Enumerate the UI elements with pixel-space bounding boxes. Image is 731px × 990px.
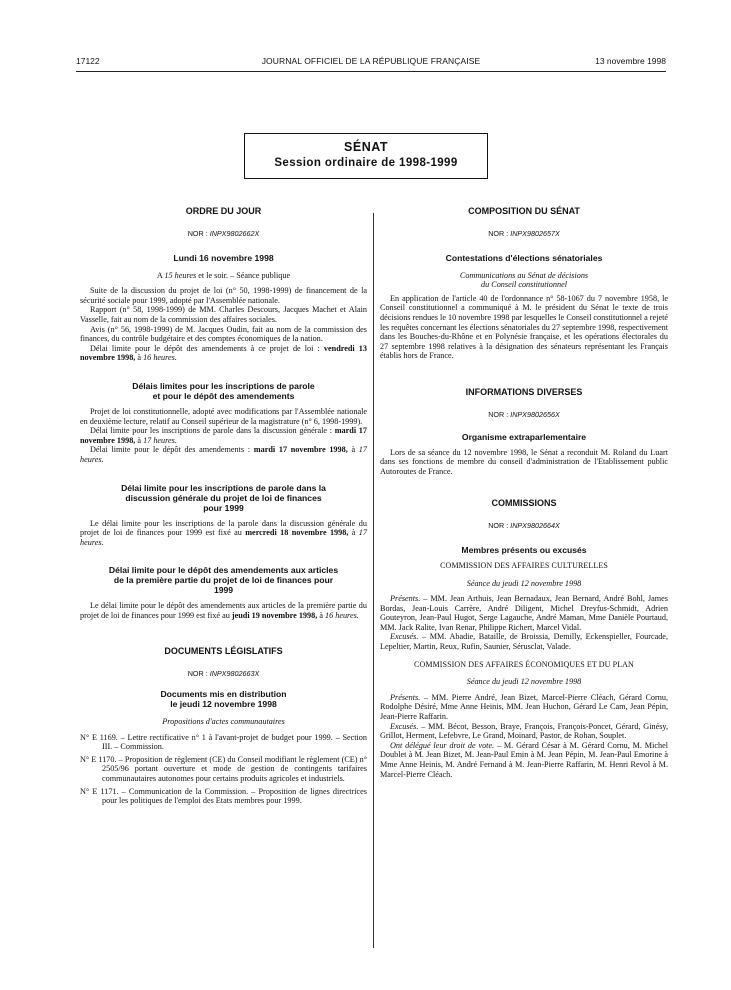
section-heading: Délai limite pour le dépôt des amendements aux articles de la première partie du projet de loi de finances pour 1999 bbox=[108, 565, 339, 596]
commissions-heading: COMMISSIONS bbox=[491, 498, 557, 509]
paragraph: Avis (n° 56, 1998-1999) de M. Jacques Oudin, fait au nom de la commission des finances, du contrôle budgétaire et des comptes économiques de la nation. bbox=[80, 324, 367, 344]
paragraph: Délai limite pour le dépôt des amendements à ce projet de loi : vendredi 13 novembre 1998, à 16 heures. bbox=[80, 343, 367, 363]
section-heading: Documents mis en distribution le jeudi 12 novembre 1998 bbox=[160, 689, 287, 710]
column-separator bbox=[373, 213, 374, 948]
page-header bbox=[76, 56, 666, 70]
list-item: N° E 1170. – Proposition de règlement (CE) du Conseil modifiant le règlement (CE) n° 2505/96 portant ouverture et mode de gestion de contingents tarifaires communautaires autonomes pour certains produits agricoles et industriels. bbox=[80, 754, 367, 784]
italic-heading: Propositions d'actes communautaires bbox=[162, 717, 285, 727]
paragraph: Le délai limite pour les inscriptions de la parole dans la discussion générale du projet de loi de finances pour 1999 est fixé au mercredi 18 novembre 1998, à 17 heures. bbox=[80, 518, 367, 547]
paragraph: Projet de loi constitutionnelle, adopté avec modifications par l'Assemblée nationale en deuxième lecture, relatif au Conseil supérieur de la magistrature (n° 6, 1998-1999). bbox=[80, 406, 367, 426]
paragraph: Le délai limite pour le dépôt des amendements aux articles de la première partie du projet de loi de finances pour 1999 est fixé au jeudi 19 novembre 1998, à 16 heures. bbox=[80, 601, 367, 620]
session-title: Session ordinaire de 1998-1999 bbox=[274, 157, 458, 169]
paragraph: Excusés. – MM. Abadie, Bataille, de Broissia, Demilly, Eckenspieller, Fourcade, Lepeltier, Martin, Reux, Rufin, Saunier, Sérusclat, Valade. bbox=[380, 632, 668, 652]
session-date: Séance du jeudi 12 novembre 1998 bbox=[466, 677, 582, 687]
list-item: N° E 1171. – Communication de la Commission. – Proposition de lignes directrices pour les politiques de l'emploi des Etats membres pour 1999. bbox=[80, 786, 367, 806]
header-rule bbox=[76, 71, 666, 72]
section-heading: Délai limite pour les inscriptions de parole dans la discussion générale du projet de loi de finances pour 1999 bbox=[121, 482, 326, 513]
nor-reference: NOR : INPX9802657X bbox=[488, 229, 560, 238]
paragraph: Délai limite pour les inscriptions de parole dans la discussion générale : mardi 17 novembre 1998, à 17 heures. bbox=[80, 426, 367, 445]
section-heading: Contestations d'élections sénatoriales bbox=[445, 252, 603, 263]
paragraph: Présents. – MM. Pierre André, Jean Bizet, Marcel-Pierre Cléach, Gérard Cornu, Rodolphe Désiré, Mme Anne Heinis, MM. Jean Huchon, Gérard Le Cam, Jean Pépin, Jean-Pierre Raffarin. bbox=[380, 692, 668, 722]
commission-name: COMMISSION DES AFFAIRES CULTURELLES bbox=[440, 560, 608, 570]
paragraph: Suite de la discussion du projet de loi (n° 50, 1998-1999) de financement de la sécurité sociale pour 1999, adopté par l'Assemblée nationale. bbox=[80, 286, 367, 305]
session-time: A 15 heures et le soir. – Séance publique bbox=[156, 270, 291, 280]
paragraph: Excusés. – MM. Bécot, Besson, Braye, François, François-Poncet, Gérard, Ginésy, Grillot, Herment, Lefebvre, Le Grand, Moinard, Pastor, de Rohan, Souplet. bbox=[380, 721, 668, 741]
page-number: 17122 bbox=[76, 56, 100, 66]
nor-reference: NOR : INPX9802664X bbox=[488, 521, 560, 531]
informations-heading: INFORMATIONS DIVERSES bbox=[465, 386, 583, 397]
documents-legislatifs-heading: DOCUMENTS LÉGISLATIFS bbox=[164, 646, 283, 657]
senat-title-box bbox=[244, 133, 488, 179]
journal-title: JOURNAL OFFICIEL DE LA RÉPUBLIQUE FRANÇAISE bbox=[261, 56, 481, 66]
nor-reference: NOR : INPX9802663X bbox=[187, 669, 260, 679]
nor-reference: NOR : INPX9802656X bbox=[488, 409, 560, 419]
ordre-du-jour-heading: ORDRE DU JOUR bbox=[185, 206, 262, 216]
commission-name: COMMISSION DES AFFAIRES ÉCONOMIQUES ET DU PLAN bbox=[414, 659, 634, 669]
section-heading: Délais limites pour les inscriptions de parole et pour le dépôt des amendements bbox=[132, 380, 315, 401]
senat-title: SÉNAT bbox=[344, 140, 388, 154]
list-item: N° E 1169. – Lettre rectificative n° 1 à l'avant-projet de budget pour 1999. – Section III. – Commission. bbox=[80, 732, 367, 752]
paragraph: Lors de sa séance du 12 novembre 1998, le Sénat a reconduit M. Roland du Luart dans ses fonctions de membre du conseil d'administration de l'Etablissement public Autoroutes de France. bbox=[380, 447, 668, 476]
italic-heading: Communications au Sénat de décisions du Conseil constitutionnel bbox=[459, 270, 589, 290]
paragraph: Rapport (n° 58, 1998-1999) de MM. Charles Descours, Jacques Machet et Alain Vasselle, fait au nom de la commission des affaires sociales. bbox=[80, 305, 367, 324]
section-heading: Organisme extraparlementaire bbox=[461, 431, 587, 442]
left-column bbox=[80, 206, 367, 809]
composition-heading: COMPOSITION DU SÉNAT bbox=[468, 206, 580, 216]
nor-reference: NOR : INPX9802662X bbox=[187, 229, 260, 238]
section-heading: Membres présents ou excusés bbox=[461, 544, 587, 555]
paragraph: En application de l'article 40 de l'ordonnance n° 58-1067 du 7 novembre 1958, le Conseil constitutionnel a communiqué à M. le président du Sénat le texte de trois décisions rendues le 10 novembre 1998 par lesquelles le Conseil constitutionnel a rejeté les requêtes concernant les élections sénatoriales du 27 septembre 1998, respectivement dans les Bouches-du-Rhône et en Polynésie française, et les opérations électorales du 27 septembre 1998 relatives à la désignation des sénateurs représentant les Français établis hors de France. bbox=[380, 293, 668, 361]
right-column bbox=[380, 206, 668, 779]
session-date: Séance du jeudi 12 novembre 1998 bbox=[466, 578, 582, 588]
session-day: Lundi 16 novembre 1998 bbox=[173, 252, 274, 263]
issue-date: 13 novembre 1998 bbox=[595, 56, 666, 66]
paragraph: Délai limite pour le dépôt des amendements : mardi 17 novembre 1998, à 17 heures. bbox=[80, 445, 367, 464]
paragraph: Présents. – MM. Jean Arthuis, Jean Bernadaux, Jean Bernard, André Bohl, James Bordas, Jean-Louis Carrère, André Diligent, Michel Dreyfus-Schmidt, Adrien Gouteyron, Jean-Paul Hugot, Serge Lagauche, André Maman, Mme Danièle Pourtaud, MM. Jack Ralite, Ivan Renar, Philippe Richert, Marcel Vidal. bbox=[380, 594, 668, 632]
paragraph: Ont délégué leur droit de vote. – M. Gérard César à M. Gérard Cornu, M. Michel Doublet à M. Jean Bizet, M. Jean-Paul Emin à M. Jean Pépin, M. Jean-Paul Emorine à Mme Anne Heinis, M. André Fernand à M. Jean-Pierre Raffarin, M. Henri Revol à M. Marcel-Pierre Cléach. bbox=[380, 740, 668, 779]
